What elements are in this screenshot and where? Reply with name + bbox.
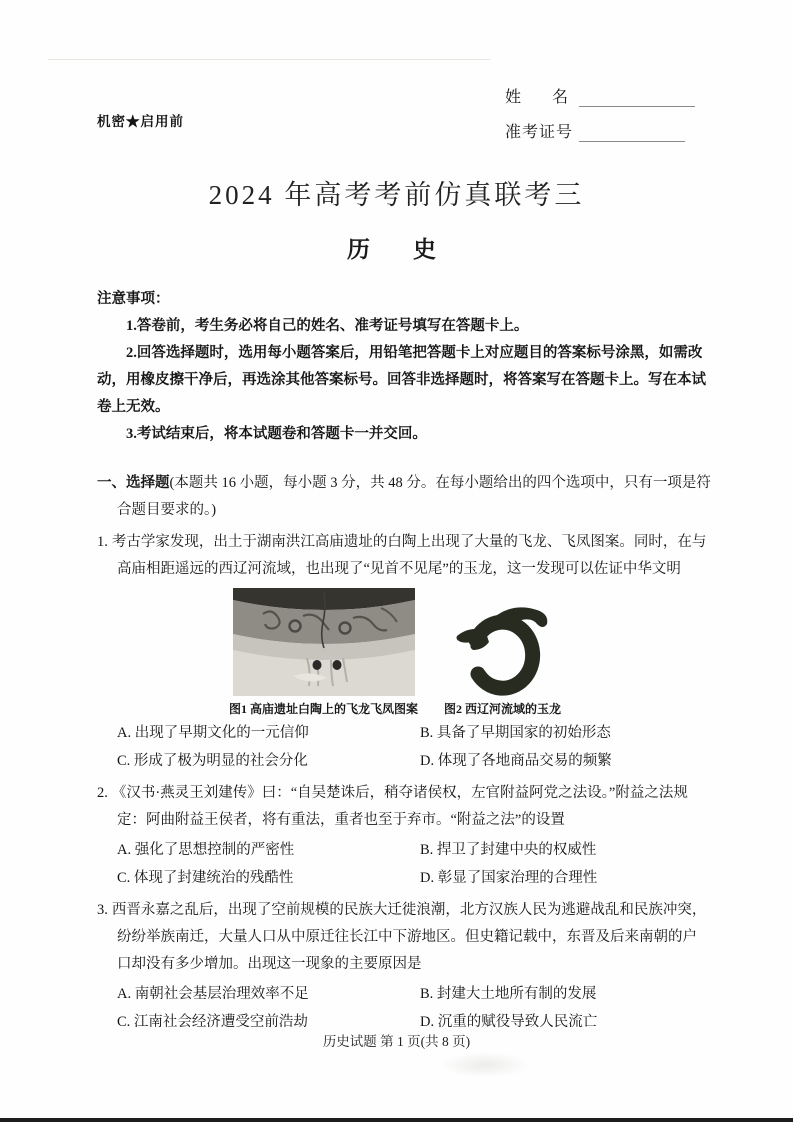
section-label: 一、选择题 (97, 475, 170, 491)
ticket-field-row (505, 119, 715, 142)
figure-1-caption: 图1 高庙遗址白陶上的飞龙飞凤图案 (229, 702, 419, 716)
question-2-option-d: D. 彰显了国家治理的合理性 (420, 869, 598, 886)
question-1-option-a: A. 出现了早期文化的一元信仰 (117, 725, 309, 741)
question-2-option-a: A. 强化了思想控制的严密性 (117, 842, 295, 858)
section-instructions: (本题共 16 小题，每小题 3 分，共 48 分。在每小题给出的四个选项中，只有一项是符合题目要求的。) (117, 475, 711, 518)
ticket-label: 准考证号 (505, 124, 574, 141)
name-label (505, 84, 569, 107)
notices-heading: 注意事项： (97, 291, 170, 307)
question-1-stem (97, 529, 711, 583)
scan-smudge (440, 1052, 530, 1078)
question-1-figures (229, 588, 711, 717)
question-2-option-c: C. 体现了封建统治的残酷性 (117, 869, 294, 886)
name-fill-line (579, 86, 695, 107)
question-2-option-b: B. 捍卫了封建中央的权威性 (420, 842, 597, 858)
ticket-fill-line (579, 121, 685, 142)
name-label-char2: 名 (551, 89, 569, 106)
notice-item-3: 3.考试结束后，将本试题卷和答题卡一并交回。 (126, 426, 427, 442)
name-field-row (505, 84, 715, 107)
question-2-text: 《汉书·燕灵王刘建传》曰：“自吴楚诛后，稍夺诸侯权，左官附益阿党之法设。”附益之法规定：阿曲附益王侯者，将有重法，重者也至于弃市。“附益之法”的设置 (111, 785, 688, 828)
name-label-char1: 姓 (505, 89, 523, 106)
figure-2 (444, 598, 561, 717)
question-1-option-d: D. 体现了各地商品交易的频繁 (420, 752, 612, 769)
page-footer: 历史试题 第 1 页(共 8 页) (322, 1034, 471, 1049)
exam-body (97, 286, 711, 1036)
question-2-stem (97, 780, 711, 834)
scan-artifact-line (48, 59, 490, 60)
question-1-option-b: B. 具备了早期国家的初始形态 (420, 725, 611, 741)
question-1-option-c: C. 形成了极为明显的社会分化 (117, 752, 308, 769)
pottery-photo (233, 588, 415, 696)
question-3-number: 3. (97, 902, 108, 918)
jade-dragon-photo (447, 598, 559, 696)
section-heading (97, 470, 711, 524)
classification-marking: 机密★启用前 (97, 114, 184, 129)
figure-2-caption: 图2 西辽河流域的玉龙 (444, 702, 562, 716)
question-1-number: 1. (97, 534, 108, 550)
question-1-text: 考古学家发现，出土于湖南洪江高庙遗址的白陶上出现了大量的飞龙、飞凤图案。同时，在与高庙相距遥远的西辽河流域，也出现了“见首不见尾”的玉龙，这一发现可以佐证中华文明 (111, 534, 707, 577)
exam-subject: 历 史 (347, 237, 446, 262)
question-3-option-d: D. 沉重的赋役导致人民流亡 (420, 1013, 598, 1030)
question-2-options (117, 837, 711, 892)
figure-1 (229, 588, 418, 717)
question-2-number: 2. (97, 785, 108, 801)
question-3-option-c: C. 江南社会经济遭受空前浩劫 (117, 1013, 308, 1030)
question-3-text: 西晋永嘉之乱后，出现了空前规模的民族大迁徙浪潮，北方汉族人民为逃避战乱和民族冲突，纷纷举族南迁，大量人口从中原迁往长江中下游地区。但史籍记载中，东晋及后来南朝的户口却没有多少增加。出现这一现象的主要原因是 (111, 902, 707, 972)
question-3-option-a: A. 南朝社会基层治理效率不足 (117, 986, 309, 1002)
notice-item-2: 2.回答选择题时，选用每小题答案后，用铅笔把答题卡上对应题目的答案标号涂黑，如需改动，用橡皮擦干净后，再选涂其他答案标号。回答非选择题时，将答案写在答题卡上。写在本试卷上无效。 (97, 345, 706, 415)
question-3-options (117, 981, 711, 1036)
question-3-stem (97, 897, 711, 978)
scan-edge-bar (0, 1118, 793, 1122)
question-1-options (117, 720, 711, 775)
question-3-option-b: B. 封建大土地所有制的发展 (420, 986, 597, 1002)
candidate-info-block (505, 84, 715, 154)
notice-item-1: 1.答卷前，考生务必将自己的姓名、准考证号填写在答题卡上。 (126, 318, 529, 334)
exam-title: 2024 年高考考前仿真联考三 (208, 180, 585, 210)
